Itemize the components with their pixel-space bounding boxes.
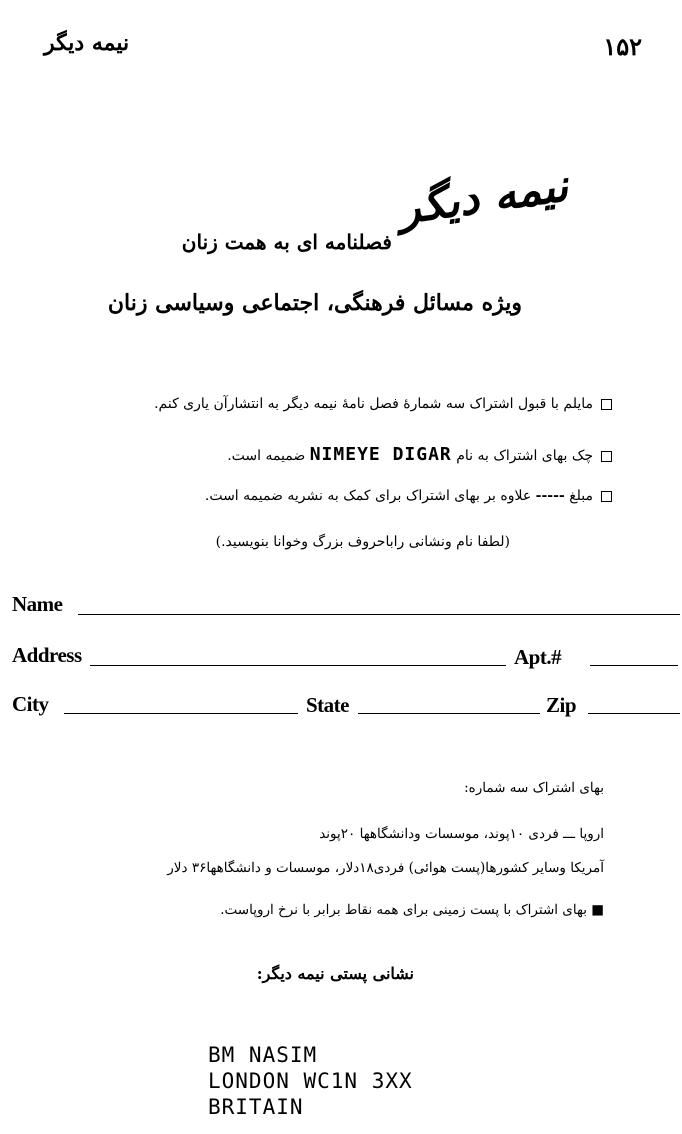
pricing-europe: اروپا ـــ فردی ۱۰پوند، موسسات ودانشگاهها ۲۰پوند (319, 826, 604, 842)
option-subscribe-text: مایلم با قبول اشتراک سه شمارهٔ فصل نامهٔ نیمه دیگر به انتشارآن یاری کنم. (154, 396, 593, 412)
apt-label: Apt.# (514, 645, 562, 669)
option-cheque (227, 444, 612, 465)
option-cheque-text-after: ضمیمه است. (227, 448, 306, 464)
checkbox-donation[interactable] (601, 491, 612, 502)
city-field[interactable] (64, 713, 298, 714)
zip-field[interactable] (588, 713, 680, 714)
pricing-america: آمریکا وسایر کشورها(پست هوائی) فردی۱۸دلار، موسسات و دانشگاهها۳۶ دلار (167, 860, 604, 876)
pricing-heading: بهای اشتراک سه شماره: (464, 780, 604, 796)
checkbox-cheque[interactable] (601, 451, 612, 462)
option-donation (205, 488, 612, 504)
donation-amount-blank[interactable]: ----- (535, 488, 565, 504)
magazine-logo: نیمه دیگر (395, 160, 572, 235)
address-label: Address (12, 643, 82, 667)
name-field[interactable] (78, 614, 680, 615)
checkbox-subscribe[interactable] (601, 399, 612, 410)
state-field[interactable] (358, 713, 540, 714)
state-label: State (306, 693, 349, 717)
postal-heading: نشانی پستی نیمه دیگر: (256, 964, 414, 983)
page-number: ۱۵۲ (603, 32, 642, 61)
apt-field[interactable] (590, 665, 678, 666)
magazine-subtitle: فصلنامه ای به همت زنان (181, 230, 392, 254)
address-line-1: BM NASIM (208, 1043, 318, 1067)
payee-name: NIMEYE DIGAR (309, 444, 452, 465)
pricing-ground (220, 902, 604, 918)
option-cheque-text: چک بهای اشتراک به نام (456, 448, 593, 464)
running-title: نیمه دیگر (44, 30, 130, 56)
option-donation-text: مبلغ (569, 488, 593, 504)
zip-label: Zip (546, 693, 577, 717)
bullet-icon: ■ (586, 902, 604, 918)
city-label: City (12, 692, 49, 716)
option-subscribe (154, 396, 612, 412)
name-label: Name (12, 592, 63, 616)
magazine-subtitle-2: ویژه مسائل فرهنگی، اجتماعی وسیاسی زنان (107, 290, 522, 316)
address-field[interactable] (90, 665, 506, 666)
pricing-ground-text: بهای اشتراک با پست زمینی برای همه نقاط برابر با نرخ اروپاست. (220, 902, 587, 918)
address-line-2: LONDON WC1N 3XX (208, 1069, 413, 1093)
option-donation-text-after: علاوه بر بهای اشتراک برای کمک به نشریه ضمیمه است. (204, 488, 532, 504)
address-line-3: BRITAIN (208, 1095, 304, 1119)
print-clearly-note: (لطفا نام ونشانی راباحروف بزرگ وخوانا بنویسید.) (215, 534, 510, 550)
